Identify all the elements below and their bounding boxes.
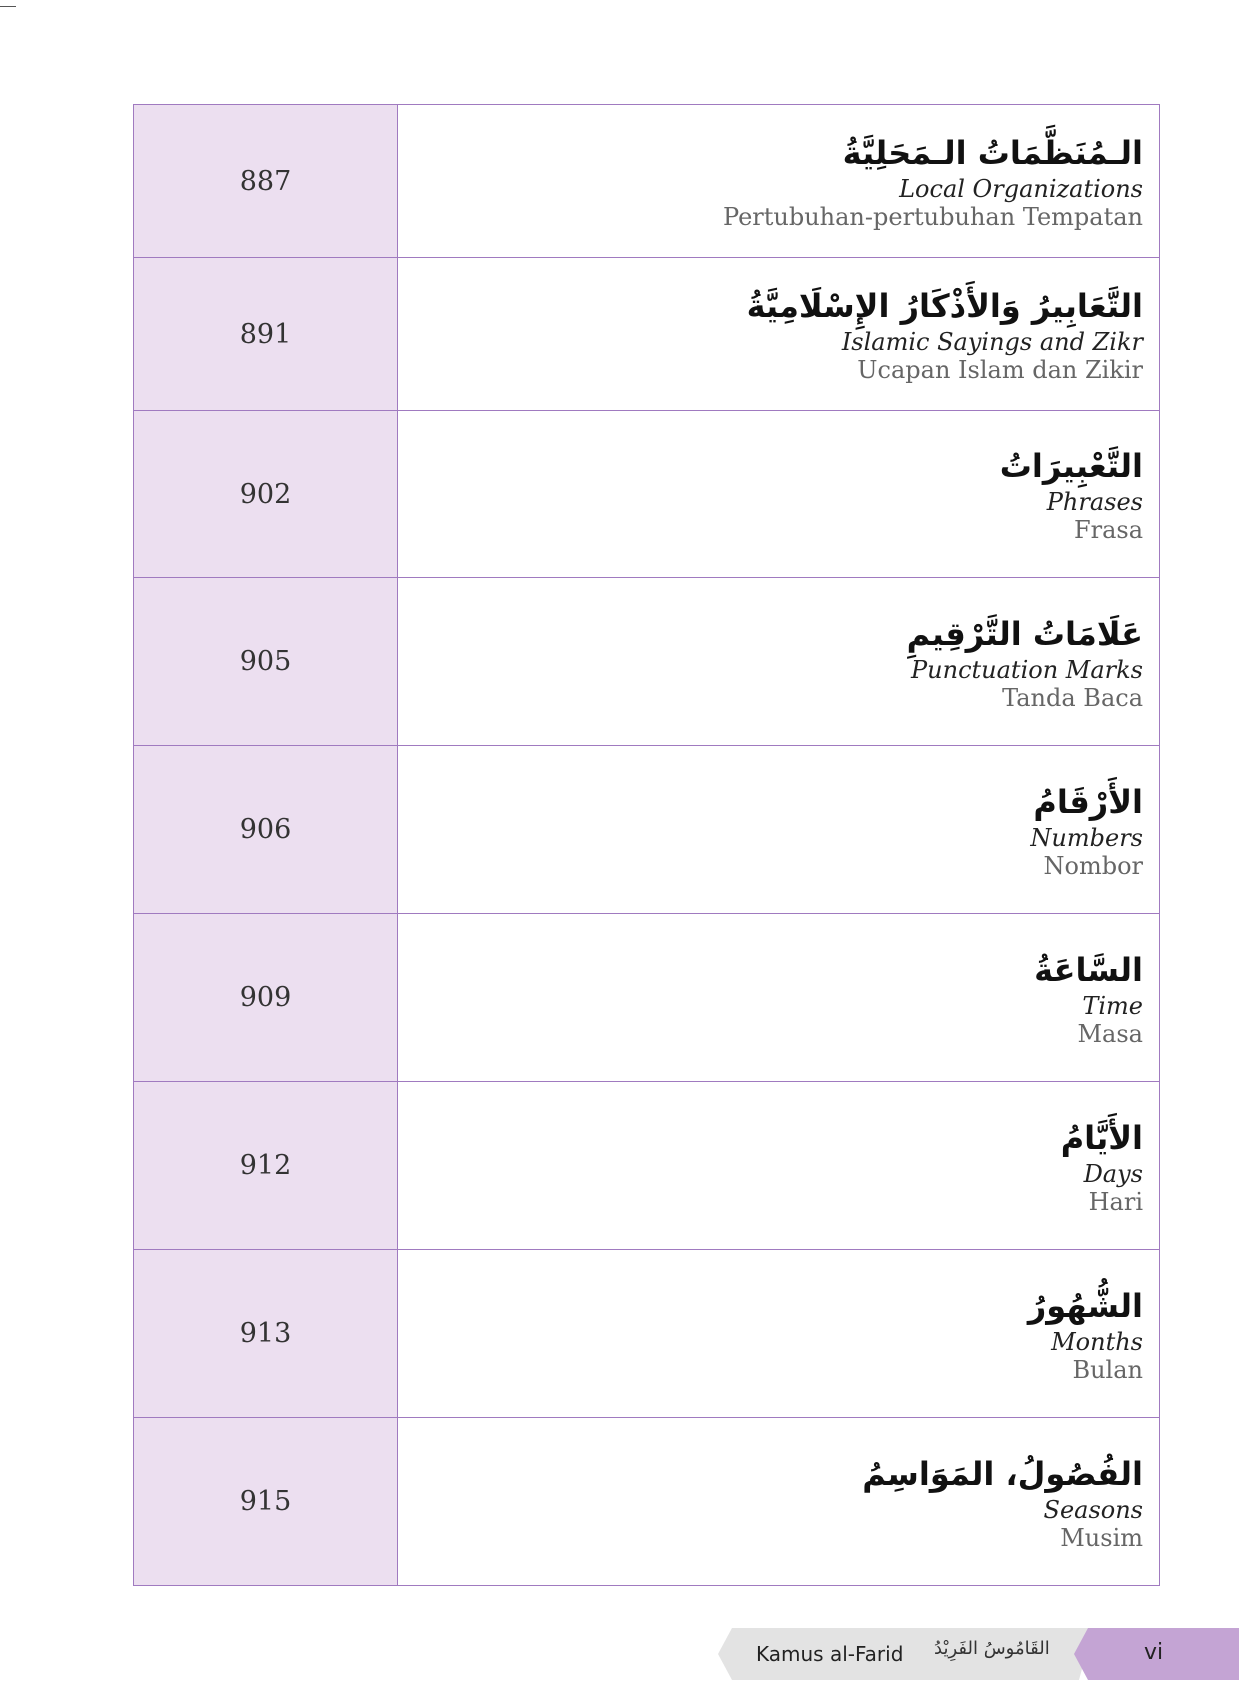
table-row: [134, 578, 1160, 746]
arabic-title: عَلَامَاتُ التَّرْقِيمِ: [906, 614, 1143, 653]
malay-title: Frasa: [1073, 516, 1143, 544]
page-number-cell: 906: [134, 746, 398, 914]
page-number-cell: 912: [134, 1082, 398, 1250]
table-row: [134, 914, 1160, 1082]
topic-cell: [398, 578, 1160, 746]
arabic-title: التَّعَابِيرُ وَالأَذْكَارُ الإِسْلَامِيَّةُ: [746, 287, 1143, 325]
malay-title: Bulan: [1072, 1355, 1143, 1384]
table-row: [134, 1250, 1160, 1418]
topic-cell: [398, 105, 1160, 258]
topic-cell: [398, 258, 1160, 411]
malay-title: Musim: [1060, 1523, 1143, 1552]
english-title: Phrases: [1046, 488, 1143, 516]
page-footer: [0, 1628, 1239, 1680]
english-title: Days: [1083, 1159, 1143, 1188]
crop-mark: [0, 6, 16, 7]
table-row: [134, 1082, 1160, 1250]
table-of-contents: [133, 104, 1160, 1586]
topic-cell: [398, 1250, 1160, 1418]
topic-cell: [398, 914, 1160, 1082]
arabic-title: الفُصُولُ، المَوَاسِمُ: [862, 1454, 1143, 1493]
page-number-cell: 913: [134, 1250, 398, 1418]
table-row: [134, 411, 1160, 578]
arabic-title: التَّعْبِيرَاتُ: [999, 447, 1143, 485]
page-number-cell: 905: [134, 578, 398, 746]
english-title: Islamic Sayings and Zikr: [841, 328, 1143, 356]
malay-title: Ucapan Islam dan Zikir: [857, 356, 1143, 384]
page-number-cell: 887: [134, 105, 398, 258]
topic-cell: [398, 411, 1160, 578]
page-number-cell: 891: [134, 258, 398, 411]
english-title: Time: [1082, 991, 1143, 1020]
english-title: Local Organizations: [899, 175, 1143, 203]
english-title: Seasons: [1043, 1495, 1143, 1524]
malay-title: Nombor: [1043, 851, 1143, 880]
topic-cell: [398, 746, 1160, 914]
page-number-cell: 902: [134, 411, 398, 578]
book-title-arabic: القَامُوسُ الفَرِيْدُ: [934, 1638, 1050, 1659]
malay-title: Pertubuhan-pertubuhan Tempatan: [723, 203, 1143, 231]
arabic-title: الـمُنَظَّمَاتُ الـمَحَلِيَّةُ: [842, 134, 1143, 172]
malay-title: Tanda Baca: [1002, 683, 1143, 712]
english-title: Months: [1051, 1327, 1143, 1356]
table-row: [134, 746, 1160, 914]
topic-cell: [398, 1082, 1160, 1250]
book-title-english: Kamus al-Farid: [756, 1642, 904, 1666]
arabic-title: الأَرْقَامُ: [1033, 782, 1143, 821]
topic-cell: [398, 1418, 1160, 1586]
table-row: [134, 1418, 1160, 1586]
english-title: Numbers: [1030, 823, 1143, 852]
page-number-cell: 909: [134, 914, 398, 1082]
arabic-title: الأَيَّامُ: [1060, 1118, 1143, 1157]
table-row: [134, 258, 1160, 411]
arabic-title: الشُّهُورُ: [1027, 1286, 1143, 1325]
table-row: [134, 105, 1160, 258]
arabic-title: السَّاعَةُ: [1034, 950, 1143, 989]
page-number: vi: [1144, 1640, 1164, 1665]
malay-title: Masa: [1077, 1019, 1143, 1048]
malay-title: Hari: [1088, 1187, 1143, 1216]
page-number-cell: 915: [134, 1418, 398, 1586]
english-title: Punctuation Marks: [911, 655, 1143, 684]
